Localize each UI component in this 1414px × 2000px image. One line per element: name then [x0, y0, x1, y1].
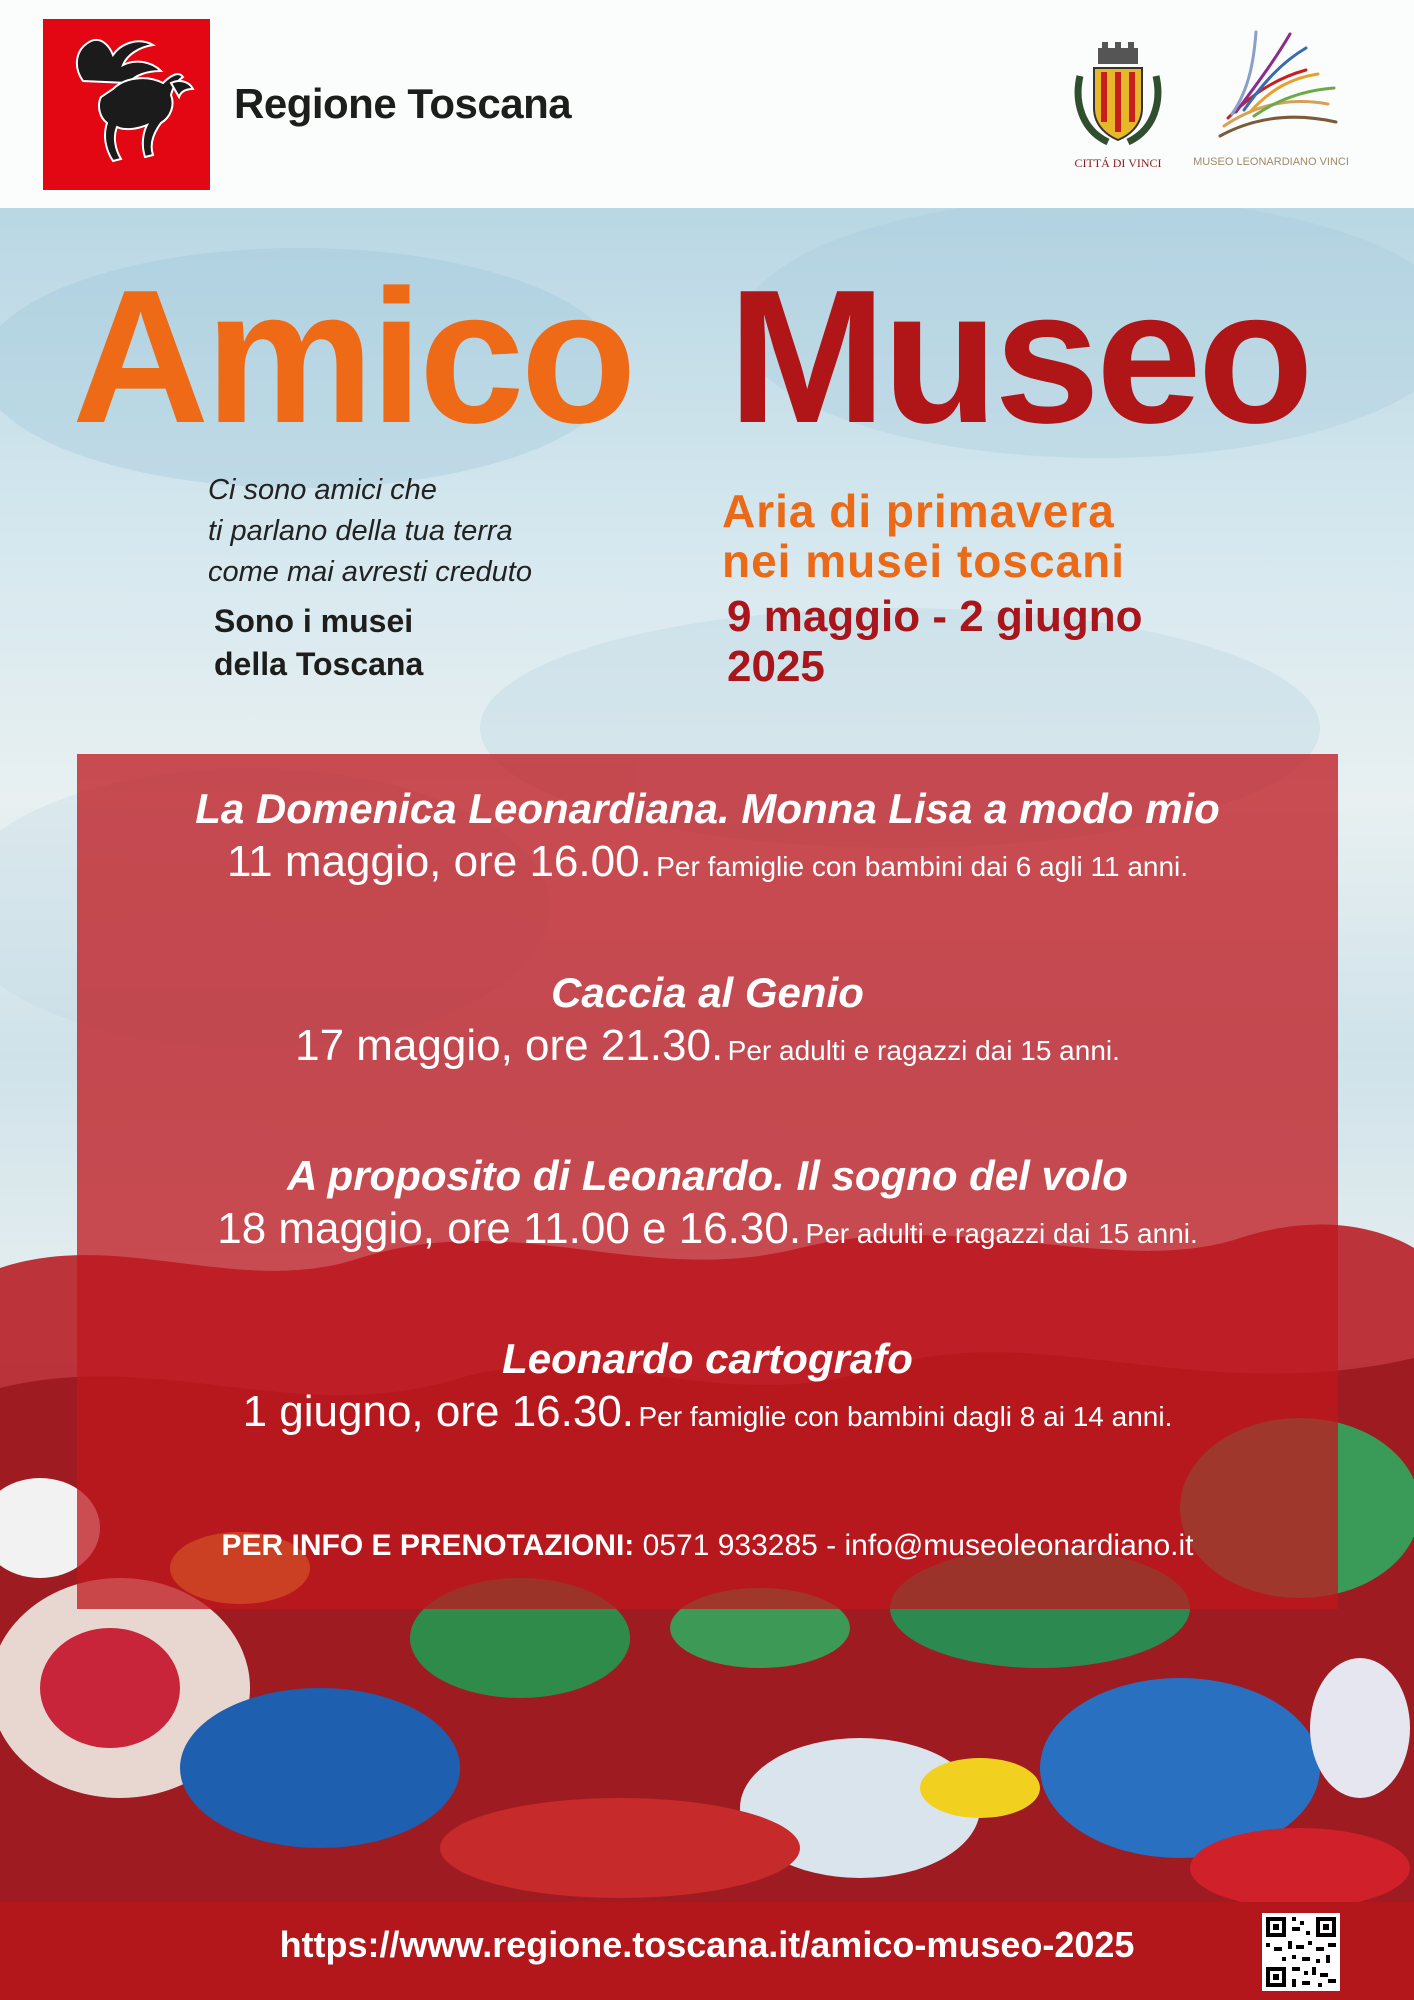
event-details — [77, 1018, 1338, 1084]
info-contact[interactable]: 0571 933285 - info@museoleonardiano.it — [642, 1529, 1194, 1562]
qr-code-icon — [1262, 1913, 1340, 1991]
event-audience: Per famiglie con bambini dai 6 agli 11 anni. — [656, 851, 1189, 882]
intro-text — [208, 470, 532, 593]
intro-bold-line: Sono i musei — [214, 603, 414, 639]
event-details — [77, 834, 1338, 900]
regione-toscana-logo — [43, 19, 210, 190]
title-amico: Amico — [72, 251, 633, 463]
header-bar — [0, 0, 1414, 208]
intro-line: come mai avresti creduto — [208, 556, 532, 588]
events-panel — [77, 754, 1338, 1609]
intro-bold-text — [214, 600, 423, 686]
event-title: La Domenica Leonardiana. Monna Lisa a modo mio — [195, 785, 1220, 832]
event-when: 11 maggio, ore 16.00. — [226, 837, 652, 886]
event-item — [77, 784, 1338, 900]
museo-caption: MUSEO LEONARDIANO VINCI — [1193, 156, 1349, 168]
info-label: PER INFO E PRENOTAZIONI: — [221, 1529, 635, 1562]
intro-line: ti parlano della tua terra — [208, 515, 513, 547]
qr-code[interactable] — [1262, 1913, 1340, 1991]
event-audience: Per famiglie con bambini dagli 8 ai 14 anni. — [638, 1401, 1173, 1432]
event-dates — [727, 592, 1143, 692]
vinci-coat-of-arms-icon — [1068, 42, 1168, 152]
dates-line: 2025 — [727, 642, 825, 691]
subtitle — [722, 486, 1125, 586]
museo-leonardiano-logo-icon — [1210, 18, 1340, 148]
subtitle-line: nei musei toscani — [722, 535, 1126, 587]
title-museo: Museo — [728, 251, 1310, 463]
event-audience: Per adulti e ragazzi dai 15 anni. — [727, 1035, 1120, 1066]
info-line — [77, 1529, 1338, 1563]
vinci-caption: CITTÁ DI VINCI — [1074, 156, 1162, 170]
vinci-coat-of-arms — [1068, 42, 1168, 166]
event-item — [77, 1334, 1338, 1450]
pegasus-logo-icon — [43, 19, 210, 190]
intro-line: Ci sono amici che — [208, 474, 437, 506]
event-details — [77, 1201, 1338, 1267]
footer-url-link[interactable]: https://www.regione.toscana.it/amico-museo-2025 — [279, 1924, 1135, 1965]
subtitle-line: Aria di primavera — [722, 485, 1115, 537]
museo-leonardiano-logo — [1210, 18, 1340, 148]
event-audience: Per adulti e ragazzi dai 15 anni. — [805, 1218, 1198, 1249]
event-details — [77, 1384, 1338, 1450]
intro-bold-line: della Toscana — [214, 646, 424, 682]
event-title: A proposito di Leonardo. Il sogno del volo — [287, 1152, 1128, 1199]
event-title: Leonardo cartografo — [502, 1335, 913, 1382]
footer-bar — [0, 1902, 1414, 2000]
event-item — [77, 968, 1338, 1084]
event-when: 17 maggio, ore 21.30. — [295, 1021, 724, 1070]
event-when: 1 giugno, ore 16.30. — [242, 1387, 635, 1436]
regione-toscana-name: Regione Toscana — [234, 80, 572, 127]
dates-line: 9 maggio - 2 giugno — [727, 592, 1143, 641]
event-item — [77, 1151, 1338, 1267]
event-when: 18 maggio, ore 11.00 e 16.30. — [217, 1204, 802, 1253]
event-title: Caccia al Genio — [551, 969, 864, 1016]
